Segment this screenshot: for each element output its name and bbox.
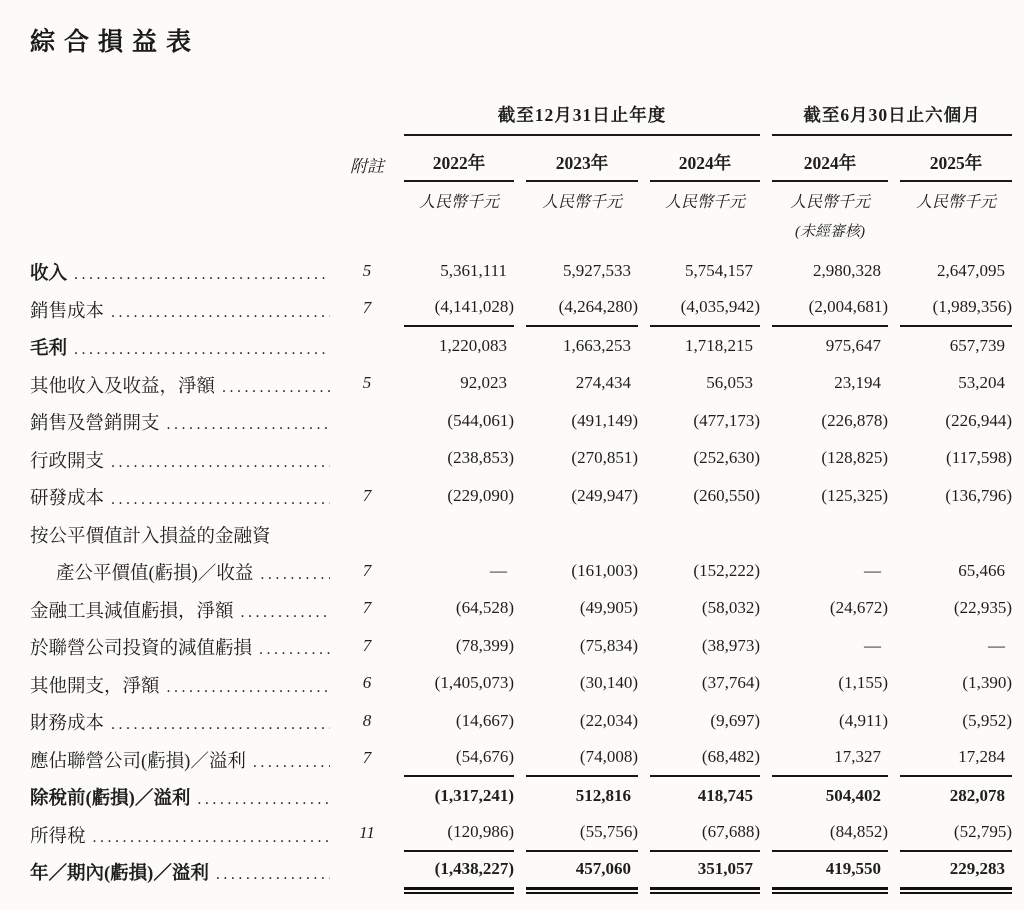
value-cell: 5,754,157	[685, 260, 753, 280]
notes-column-header: 附註	[350, 157, 384, 176]
value-cell: (252,630)	[693, 448, 760, 468]
dot-leader	[259, 639, 330, 660]
dot-leader	[167, 414, 330, 435]
value-cell: (120,986)	[404, 815, 514, 853]
note-ref: 5	[362, 373, 372, 393]
value-cell	[526, 515, 638, 553]
value-cell: 419,550	[772, 852, 888, 890]
row-label	[30, 815, 330, 853]
unit-label: 人民幣千元	[418, 193, 499, 211]
header-spacer	[650, 218, 760, 252]
row-label-text: 其他收入及收益，淨額	[30, 376, 216, 397]
row-label-text: 金融工具減值虧損，淨額	[30, 601, 234, 622]
unit-label: 人民幣千元	[789, 193, 870, 211]
value-cell: 2,980,328	[813, 260, 881, 280]
row-label	[30, 252, 330, 290]
value-cell: 5,927,533	[563, 260, 631, 280]
dot-leader	[93, 827, 330, 848]
value-cell: (1,405,073)	[434, 673, 514, 693]
row-label	[30, 552, 330, 590]
value-cell: 2,647,095	[937, 260, 1005, 280]
row-label-text: 銷售及營銷開支	[30, 414, 160, 434]
value-cell: (238,853)	[447, 448, 514, 468]
header-spacer	[30, 100, 330, 136]
value-cell: (4,264,280)	[526, 290, 638, 328]
value-cell: (30,140)	[579, 673, 638, 693]
row-label	[30, 365, 330, 403]
value-cell: (14,667)	[455, 710, 514, 730]
value-cell: (1,390)	[962, 673, 1012, 693]
row-label	[30, 515, 330, 553]
value-cell: (270,851)	[571, 448, 638, 468]
value-cell: (54,676)	[404, 740, 514, 778]
row-label-text: 其他開支，淨額	[30, 676, 160, 697]
value-cell: (55,756)	[526, 815, 638, 853]
column-header-2025-interim: 2025年	[900, 136, 1012, 182]
income-statement-table	[30, 100, 1012, 890]
header-spacer	[342, 100, 392, 136]
value-cell: 282,078	[949, 785, 1005, 805]
dot-leader	[74, 339, 330, 360]
value-cell: 1,718,215	[685, 335, 753, 355]
value-cell: (64,528)	[455, 598, 514, 618]
value-cell: 512,816	[575, 785, 631, 805]
dot-leader	[241, 602, 330, 623]
row-label	[30, 402, 330, 440]
row-label	[30, 590, 330, 628]
dot-leader	[253, 752, 330, 773]
column-header-2022: 2022年	[404, 136, 514, 182]
value-cell: (4,035,942)	[650, 290, 760, 328]
row-label	[30, 702, 330, 740]
note-ref: 7	[362, 298, 372, 318]
row-label-text: 研發成本	[30, 489, 105, 509]
value-cell: (136,796)	[945, 485, 1012, 505]
value-cell: (5,952)	[962, 710, 1012, 730]
unit-label: 人民幣千元	[915, 193, 996, 211]
value-cell: (117,598)	[946, 448, 1012, 468]
row-label	[30, 440, 330, 478]
unit-label: 人民幣千元	[541, 193, 622, 211]
value-cell: (4,911)	[839, 710, 888, 730]
header-spacer	[30, 218, 330, 252]
value-cell: (249,947)	[571, 485, 638, 505]
row-label-text: 財務成本	[30, 714, 105, 734]
value-cell: (1,317,241)	[434, 785, 514, 805]
note-ref	[342, 327, 392, 365]
value-cell: (491,149)	[571, 410, 638, 430]
header-spacer	[30, 182, 330, 218]
group-header-year-ended: 截至12月31日止年度	[404, 100, 760, 136]
value-cell	[650, 515, 760, 553]
value-cell: (78,399)	[455, 635, 514, 655]
value-cell	[772, 515, 888, 553]
row-label-text: 所得稅	[30, 826, 86, 847]
value-cell: (477,173)	[693, 410, 760, 430]
value-cell: (125,325)	[821, 485, 888, 505]
page-title: 綜合損益表	[30, 29, 201, 56]
row-label	[30, 327, 330, 365]
row-label	[30, 852, 330, 890]
row-label-text: 除稅前(虧損)／溢利	[30, 789, 191, 809]
note-ref: 11	[359, 823, 375, 843]
value-cell: (1,989,356)	[900, 290, 1012, 328]
value-cell: 92,023	[460, 373, 507, 393]
value-cell: 1,220,083	[439, 335, 507, 355]
value-cell: 17,284	[900, 740, 1012, 778]
header-spacer	[30, 136, 330, 182]
value-cell: (226,878)	[821, 410, 888, 430]
value-cell: (84,852)	[772, 815, 888, 853]
value-cell: 23,194	[834, 373, 881, 393]
value-cell: (226,944)	[945, 410, 1012, 430]
column-header-2024-interim: 2024年	[772, 136, 888, 182]
row-label-text: 應佔聯營公司(虧損)／溢利	[30, 751, 246, 772]
dot-leader	[222, 377, 330, 398]
row-label	[30, 665, 330, 703]
note-ref	[342, 440, 392, 478]
value-cell: 56,053	[706, 373, 753, 393]
value-cell: (1,155)	[838, 673, 888, 693]
note-ref	[342, 402, 392, 440]
value-cell: (22,034)	[579, 710, 638, 730]
row-label-text: 銷售成本	[30, 301, 105, 322]
value-cell: 5,361,111	[440, 260, 507, 280]
note-ref: 8	[362, 710, 372, 730]
note-ref: 7	[362, 485, 372, 505]
value-cell: 457,060	[526, 852, 638, 890]
row-label-text: 於聯營公司投資的減值虧損	[30, 639, 253, 659]
note-ref	[342, 515, 392, 553]
dot-leader	[167, 677, 330, 698]
value-cell	[404, 515, 514, 553]
value-cell: 53,204	[958, 373, 1005, 393]
value-cell: (260,550)	[693, 485, 760, 505]
header-spacer	[900, 218, 1012, 252]
row-label	[30, 777, 330, 815]
note-ref: 7	[362, 635, 372, 655]
value-cell: (74,008)	[526, 740, 638, 778]
value-cell: —	[988, 635, 1005, 655]
note-ref: 5	[362, 260, 372, 280]
row-label-text: 產公平價值(虧損)／收益	[56, 564, 254, 584]
value-cell: (75,834)	[579, 635, 638, 655]
note-ref: 6	[362, 673, 372, 693]
value-cell: 1,663,253	[563, 335, 631, 355]
value-cell: 504,402	[825, 785, 881, 805]
value-cell: 418,745	[697, 785, 753, 805]
column-header-2024: 2024年	[650, 136, 760, 182]
value-cell: —	[864, 560, 881, 580]
header-spacer	[342, 182, 392, 218]
value-cell: (161,003)	[571, 560, 638, 580]
note-ref: 7	[362, 560, 372, 580]
value-cell: (22,935)	[953, 598, 1012, 618]
value-cell: (52,795)	[900, 815, 1012, 853]
header-spacer	[342, 218, 392, 252]
row-label-text: 年／期內(虧損)／溢利	[30, 864, 209, 884]
row-label-text: 收入	[30, 264, 68, 284]
row-label	[30, 627, 330, 665]
row-label	[30, 290, 330, 328]
value-cell: (229,090)	[447, 485, 514, 505]
value-cell: (1,438,227)	[404, 852, 514, 890]
value-cell: (152,222)	[693, 560, 760, 580]
row-label	[30, 740, 330, 778]
value-cell: (49,905)	[579, 598, 638, 618]
value-cell	[900, 515, 1012, 553]
group-header-six-months: 截至6月30日止六個月	[772, 100, 1012, 136]
note-ref: 7	[362, 598, 372, 618]
value-cell: (38,973)	[701, 635, 760, 655]
row-label-text: 行政開支	[30, 451, 105, 472]
value-cell: —	[490, 560, 507, 580]
note-ref: 7	[362, 748, 372, 768]
dot-leader	[216, 864, 330, 885]
row-label-text: 按公平價值計入損益的金融資	[30, 526, 271, 547]
dot-leader	[111, 489, 330, 510]
dot-leader	[111, 452, 330, 473]
value-cell: (4,141,028)	[404, 290, 514, 328]
value-cell: 229,283	[900, 852, 1012, 890]
note-ref	[342, 852, 392, 890]
value-cell: (68,482)	[650, 740, 760, 778]
note-ref	[342, 777, 392, 815]
value-cell: 351,057	[650, 852, 760, 890]
row-label-text: 毛利	[30, 339, 68, 359]
header-spacer	[526, 218, 638, 252]
value-cell: (9,697)	[710, 710, 760, 730]
value-cell: (544,061)	[447, 410, 514, 430]
value-cell: (67,688)	[650, 815, 760, 853]
value-cell: (37,764)	[701, 673, 760, 693]
dot-leader	[74, 264, 330, 285]
header-spacer	[404, 218, 514, 252]
unit-label: 人民幣千元	[664, 193, 745, 211]
value-cell: 65,466	[958, 560, 1005, 580]
dot-leader	[197, 789, 330, 810]
unaudited-label: (未經審核)	[795, 224, 865, 240]
dot-leader	[260, 564, 330, 585]
column-header-2023: 2023年	[526, 136, 638, 182]
row-label	[30, 477, 330, 515]
value-cell: 274,434	[575, 373, 631, 393]
dot-leader	[111, 714, 330, 735]
dot-leader	[111, 302, 330, 323]
value-cell: 657,739	[949, 335, 1005, 355]
value-cell: —	[864, 635, 881, 655]
value-cell: 17,327	[772, 740, 888, 778]
value-cell: (128,825)	[821, 448, 888, 468]
value-cell: 975,647	[825, 335, 881, 355]
value-cell: (24,672)	[829, 598, 888, 618]
value-cell: (58,032)	[701, 598, 760, 618]
value-cell: (2,004,681)	[772, 290, 888, 328]
